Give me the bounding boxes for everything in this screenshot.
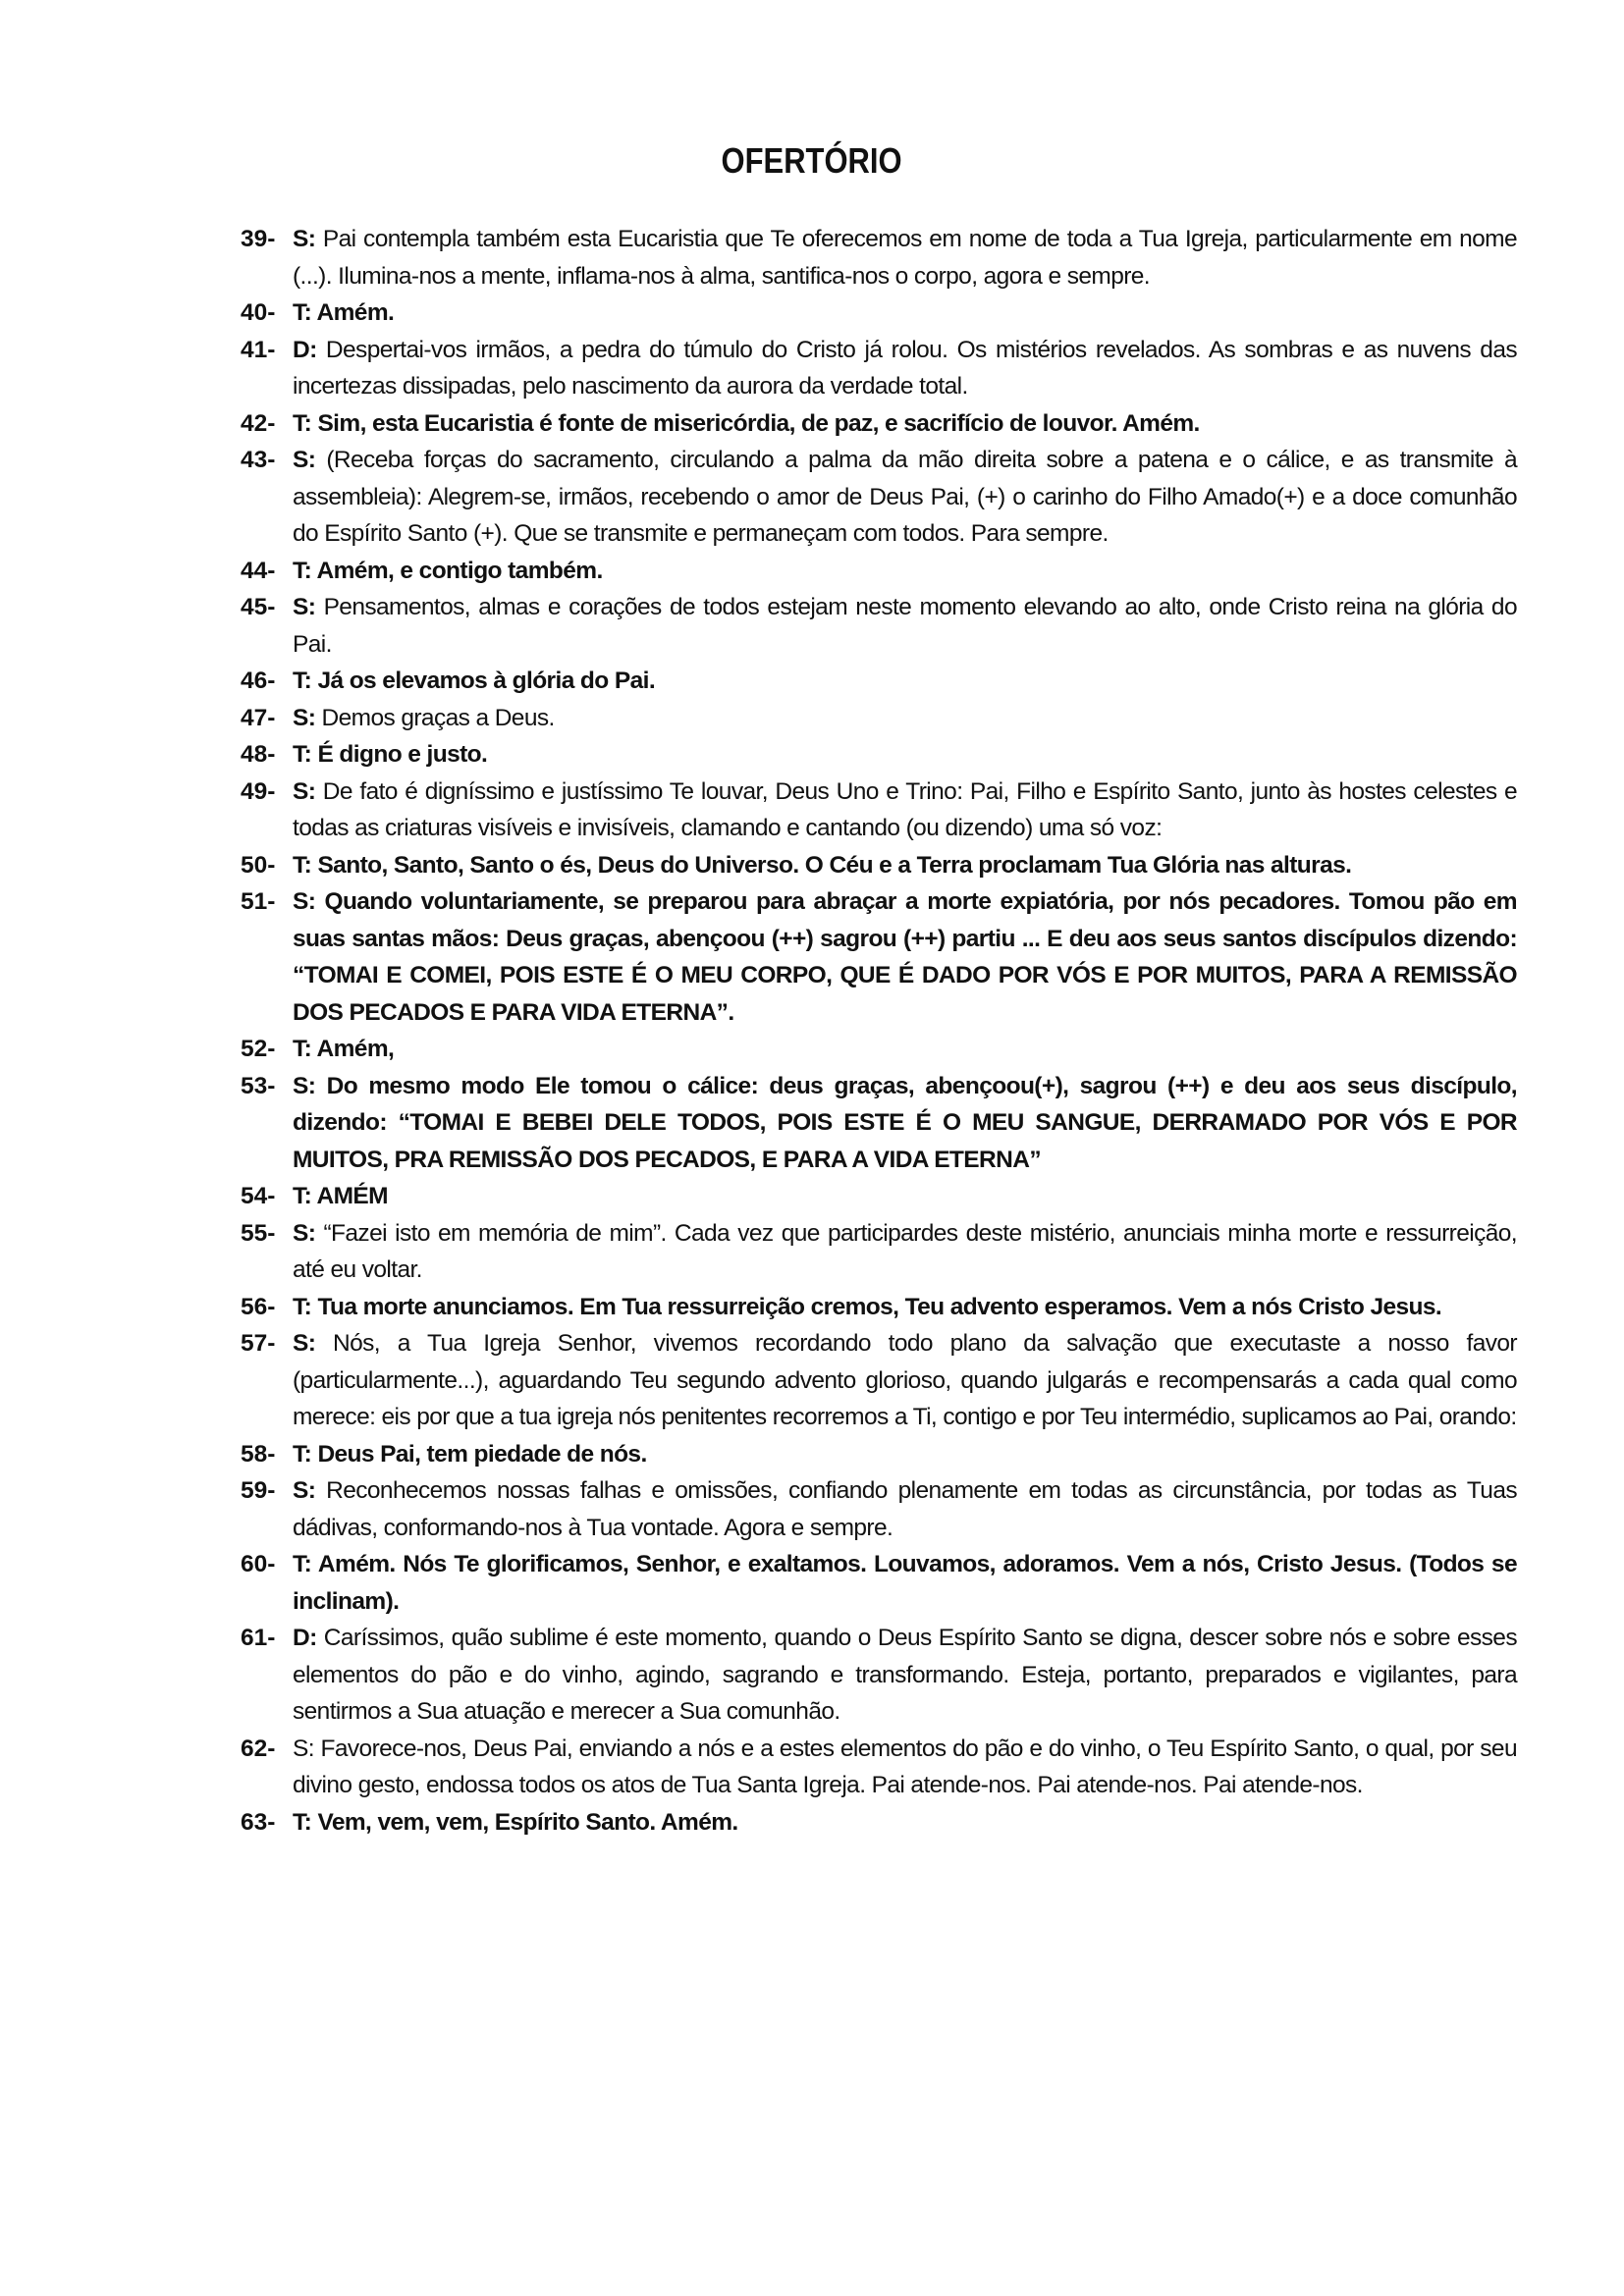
speaker-label: D: (293, 336, 317, 363)
item-number: 50- (241, 851, 276, 879)
item-body: Demos graças a Deus. (321, 704, 555, 731)
speaker-label: S: (293, 777, 316, 805)
item-text (293, 589, 1517, 663)
item-number: 41- (241, 336, 276, 363)
item-text (293, 1325, 1517, 1436)
list-item (241, 663, 1517, 700)
list-item (241, 294, 1517, 332)
item-number: 45- (241, 594, 276, 620)
item-number: 46- (241, 667, 276, 694)
item-body: Favorece-nos, Deus Pai, enviando a nós e a estes elementos do pão e do vinho, o Teu Espírito Santo, o qual, por seu divino gesto, endossa todos os atos de Tua Santa Igreja. Pai atende-nos. Pai atende-nos. Pai atende-nos. (293, 1735, 1517, 1798)
speaker-label: T: (293, 409, 312, 437)
list-item (241, 1178, 1517, 1215)
item-number: 53- (241, 1072, 276, 1099)
list-item (241, 1472, 1517, 1546)
item-body: De fato é digníssimo e justíssimo Te louvar, Deus Uno e Trino: Pai, Filho e Espírito Santo, junto às hostes celestes e todas as criaturas visíveis e invisíveis, clamando e cantando (ou dizendo) uma só voz: (293, 777, 1517, 841)
item-body: Sim, esta Eucaristia é fonte de misericórdia, de paz, e sacrifício de louvor. Amém. (317, 409, 1200, 437)
item-body: Vem, vem, vem, Espírito Santo. Amém. (317, 1808, 738, 1836)
item-number: 44- (241, 557, 276, 584)
speaker-label: T: (293, 1183, 312, 1209)
item-text (293, 700, 1517, 737)
item-body: “Fazei isto em memória de mim”. Cada vez que participardes deste mistério, anunciais minha morte e ressurreição, até eu voltar. (293, 1219, 1517, 1283)
item-body: Caríssimos, quão sublime é este momento, quando o Deus Espírito Santo se digna, descer sobre nós e sobre esses elementos do pão e do vinho, agindo, sagrando e transformando. Esteja, portanto, preparados e vigilantes, para sentirmos a Sua atuação e merecer a Sua comunhão. (293, 1625, 1517, 1725)
speaker-label: S: (293, 1735, 314, 1762)
speaker-label: S: (293, 1477, 316, 1504)
speaker-label: T: (293, 1293, 312, 1320)
item-text (293, 1804, 1517, 1842)
item-text (293, 294, 1517, 332)
speaker-label: S: (293, 1219, 316, 1247)
list-item (241, 1804, 1517, 1842)
item-number: 60- (241, 1551, 276, 1577)
item-text (293, 736, 1517, 774)
item-text (293, 1731, 1517, 1804)
speaker-label: T: (293, 1551, 312, 1577)
item-body: Nós, a Tua Igreja Senhor, vivemos recordando todo plano da salvação que executaste a nosso favor (particularmente...), aguardando Teu segundo advento glorioso, quando julgarás e recompensarás a cada qual como merece: eis por que a tua igreja nós penitentes recorremos a Ti, contigo e por Teu intermédio, suplicamos ao Pai, orando: (293, 1330, 1517, 1430)
item-text (293, 405, 1517, 443)
item-body: (Receba forças do sacramento, circulando a palma da mão direita sobre a patena e o cálice, e as transmite à assembleia): Alegrem-se, irmãos, recebendo o amor de Deus Pai, (+) o carinho do Filho Amado(+) e a doce comunhão do Espírito Santo (+). Que se transmite e permaneçam com todos. Para sempre. (293, 447, 1517, 547)
speaker-label: D: (293, 1625, 317, 1651)
item-number: 48- (241, 741, 276, 768)
speaker-label: T: (293, 1808, 312, 1836)
speaker-label: T: (293, 667, 312, 694)
item-body: Amém. Nós Te glorificamos, Senhor, e exaltamos. Louvamos, adoramos. Vem a nós, Cristo Jesus. (Todos se inclinam). (293, 1551, 1517, 1615)
item-body: Reconhecemos nossas falhas e omissões, confiando plenamente em todas as circunstância, por todas as Tuas dádivas, conformando-nos à Tua vontade. Agora e sempre. (293, 1477, 1517, 1541)
item-body: Pai contempla também esta Eucaristia que Te oferecemos em nome de toda a Tua Igreja, particularmente em nome (...). Ilumina-nos a mente, inflama-nos à alma, santifica-nos o corpo, agora e sempre. (293, 226, 1517, 290)
list-item (241, 700, 1517, 737)
item-body: Tua morte anunciamos. Em Tua ressurreição cremos, Teu advento esperamos. Vem a nós Cristo Jesus. (317, 1293, 1442, 1320)
speaker-label: S: (293, 226, 316, 252)
item-number: 55- (241, 1219, 276, 1247)
item-number: 42- (241, 409, 276, 437)
item-text (293, 1546, 1517, 1620)
item-text (293, 774, 1517, 847)
item-number: 40- (241, 299, 276, 326)
item-number: 59- (241, 1477, 276, 1504)
list-item (241, 332, 1517, 405)
page-title: OFERTÓRIO (721, 140, 902, 182)
item-text (293, 1436, 1517, 1473)
item-number: 47- (241, 704, 276, 731)
item-body: Já os elevamos à glória do Pai. (317, 667, 656, 694)
speaker-label: T: (293, 741, 312, 768)
item-text (293, 1178, 1517, 1215)
item-body: Despertai-vos irmãos, a pedra do túmulo do Cristo já rolou. Os mistérios revelados. As sombras e as nuvens das incertezas dissipadas, pelo nascimento da aurora da verdade total. (293, 336, 1517, 400)
item-text (293, 1068, 1517, 1179)
list-item (241, 883, 1517, 1031)
speaker-label: T: (293, 1440, 312, 1468)
speaker-label: T: (293, 851, 312, 879)
item-body: Amém, (316, 1036, 395, 1062)
item-text (293, 663, 1517, 700)
list-item (241, 1215, 1517, 1289)
item-number: 62- (241, 1735, 276, 1762)
item-text (293, 221, 1517, 294)
item-number: 63- (241, 1808, 276, 1836)
list-item (241, 1068, 1517, 1179)
item-body: Santo, Santo, Santo o és, Deus do Universo. O Céu e a Terra proclamam Tua Glória nas alturas. (317, 851, 1352, 879)
item-body: Amém. (316, 299, 395, 326)
item-number: 58- (241, 1440, 276, 1468)
list-item (241, 847, 1517, 884)
item-body: Do mesmo modo Ele tomou o cálice: deus graças, abençoou(+), sagrou (++) e deu aos seus discípulo, dizendo: “TOMAI E BEBEI DELE TODOS, POIS ESTE É O MEU SANGUE, DERRAMADO POR VÓS E POR MUITOS, PRA REMISSÃO DOS PECADOS, E PARA A VIDA ETERNA” (293, 1072, 1517, 1173)
item-number: 39- (241, 226, 276, 252)
item-body: Amém, e contigo também. (316, 557, 603, 584)
list-item (241, 405, 1517, 443)
item-text (293, 1289, 1517, 1326)
list-item (241, 774, 1517, 847)
item-body: É digno e justo. (317, 741, 488, 768)
item-text (293, 1031, 1517, 1068)
item-text (293, 553, 1517, 590)
speaker-label: S: (293, 888, 316, 915)
item-number: 49- (241, 777, 276, 805)
speaker-label: S: (293, 1072, 316, 1099)
list-item (241, 736, 1517, 774)
list-item (241, 553, 1517, 590)
item-body: AMÉM (316, 1183, 388, 1209)
item-number: 61- (241, 1625, 276, 1651)
item-text (293, 883, 1517, 1031)
item-text (293, 847, 1517, 884)
speaker-label: S: (293, 447, 316, 473)
item-number: 54- (241, 1183, 276, 1209)
item-text (293, 1620, 1517, 1731)
item-text (293, 1215, 1517, 1289)
speaker-label: T: (293, 1036, 312, 1062)
speaker-label: T: (293, 557, 312, 584)
item-body: Pensamentos, almas e corações de todos estejam neste momento elevando ao alto, onde Cristo reina na glória do Pai. (293, 594, 1517, 658)
speaker-label: S: (293, 594, 316, 620)
item-number: 43- (241, 447, 276, 473)
item-text (293, 1472, 1517, 1546)
list-item (241, 589, 1517, 663)
speaker-label: S: (293, 1330, 316, 1357)
list-item (241, 442, 1517, 553)
speaker-label: T: (293, 299, 312, 326)
item-text (293, 442, 1517, 553)
item-number: 52- (241, 1036, 276, 1062)
list-item (241, 221, 1517, 294)
list-item (241, 1620, 1517, 1731)
speaker-label: S: (293, 704, 316, 731)
item-body: Deus Pai, tem piedade de nós. (317, 1440, 647, 1468)
item-body: Quando voluntariamente, se preparou para abraçar a morte expiatória, por nós pecadores. Tomou pão em suas santas mãos: Deus graças, abençoou (++) sagrou (++) partiu ... E deu aos seus santos discípulos dizendo: “TOMAI E COMEI, POIS ESTE É O MEU CORPO, QUE É DADO POR VÓS E POR MUITOS, PARA A REMISSÃO DOS PECADOS E PARA VIDA ETERNA”. (293, 888, 1517, 1026)
item-text (293, 332, 1517, 405)
list-item (241, 1436, 1517, 1473)
item-number: 57- (241, 1330, 276, 1357)
list-item (241, 1731, 1517, 1804)
list-item (241, 1289, 1517, 1326)
item-number: 51- (241, 888, 276, 915)
list-item (241, 1325, 1517, 1436)
list-item (241, 1546, 1517, 1620)
list-item (241, 1031, 1517, 1068)
item-number: 56- (241, 1293, 276, 1320)
liturgy-list (241, 221, 1517, 1841)
